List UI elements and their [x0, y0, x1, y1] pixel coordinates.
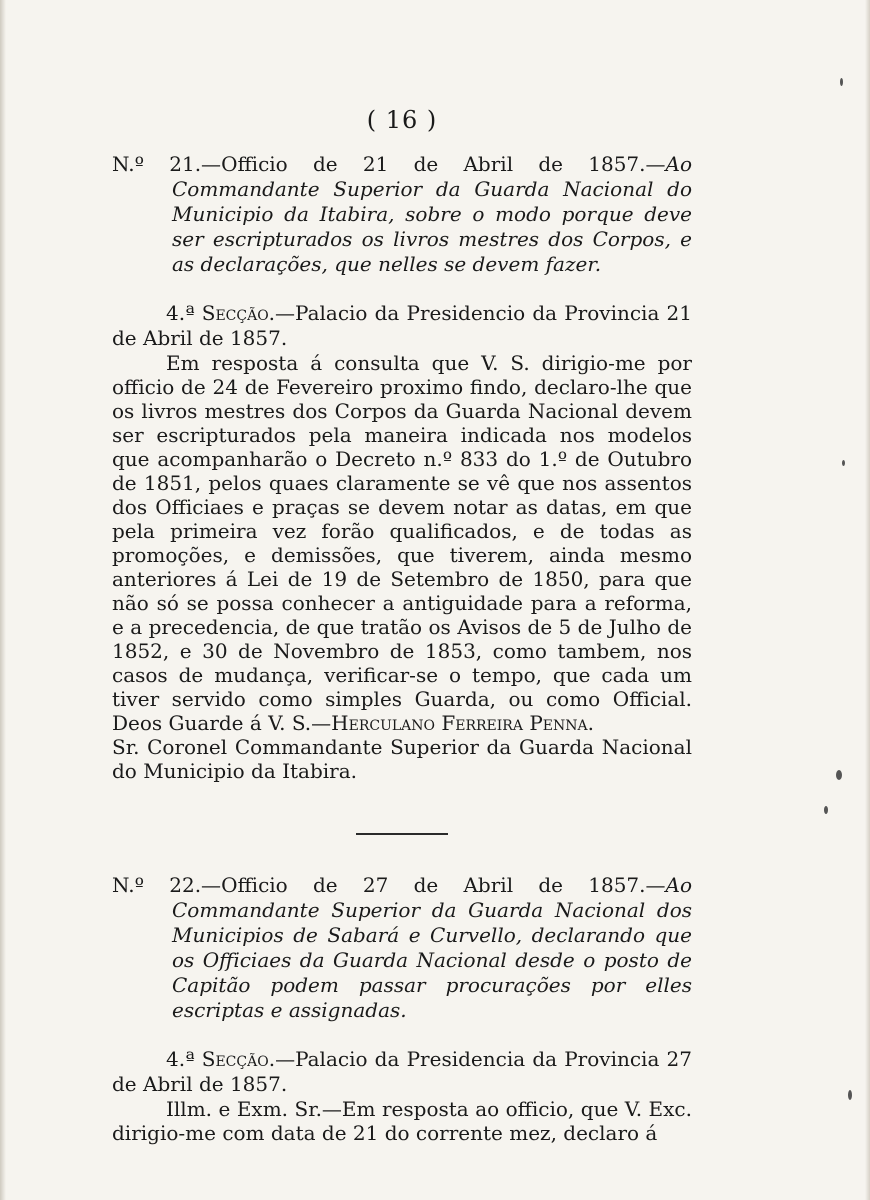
entry-21-addressee: Sr. Coronel Commandante Superior da Guarda Nacional do Municipio da Itabira. — [112, 735, 692, 783]
scan-speck — [824, 806, 828, 814]
scan-speck — [840, 78, 843, 86]
entry-22-section-text: —Palacio da Presidencia da Provincia 27 de Abril de 1857. — [112, 1047, 693, 1096]
entry-22-body-paragraph: Illm. e Exm. Sr.—Em resposta ao officio, que V. Exc. dirigio-me com data de 21 do corrente mez, declaro á — [112, 1097, 692, 1145]
entry-21-signature: Herculano Ferreira Penna. — [331, 711, 594, 735]
scan-speck — [836, 770, 842, 780]
entry-divider — [356, 833, 448, 835]
entry-21-section-label: 4.ª Secção. — [166, 301, 276, 325]
entry-21-section-text: —Palacio da Presidencio da Provincia 21 de Abril de 1857. — [112, 301, 692, 350]
entry-22-number: N.º 22.— — [112, 873, 222, 897]
entry-21-summary-plain: Officio de 21 de Abril de 1857.— — [221, 152, 666, 176]
page-left-edge — [0, 0, 6, 1200]
entry-21-summary-italic: Ao Commandante Superior da Guarda Nacional do Municipio da Itabira, sobre o modo porque deve ser escripturados os livros mestres dos Corpos, e as declarações, que nelles se devem fazer. — [172, 152, 692, 276]
scan-speck — [842, 460, 845, 466]
entry-22-summary-plain: Officio de 27 de Abril de 1857.— — [221, 873, 666, 897]
scan-speck — [848, 1090, 852, 1100]
entry-22-section-line — [112, 1047, 692, 1097]
entry-21-body-text: Em resposta á consulta que V. S. dirigio-me por officio de 24 de Fevereiro proximo findo, declaro-lhe que os livros mestres dos Corpos da Guarda Nacional devem ser escripturados pela maneira indicada nos modelos que acompanharão o Decreto n.º 833 do 1.º de Outubro de 1851, pelos quaes claramente se vê que nos assentos dos Officiaes e praças se devem notar as datas, em que pela primeira vez forão qualificados, e de todas as promoções, e demissões, que tiverem, ainda mesmo anteriores á Lei de 19 de Setembro de 1850, para que não só se possa conhecer a antiguidade para a reforma, e a precedencia, de que tratão os Avisos de 5 de Julho de 1852, e 30 de Novembro de 1853, como tambem, nos casos de mudança, verificar-se o tempo, que cada um tiver servido como simples Guarda, ou como Official. Deos Guarde á V. S.— — [112, 351, 692, 735]
entry-22-section-label: 4.ª Secção. — [166, 1047, 276, 1071]
entry-21-heading — [112, 152, 692, 277]
entry-21-number: N.º 21.— — [112, 152, 222, 176]
page-number: ( 16 ) — [366, 106, 438, 134]
entry-22-summary-italic: Ao Commandante Superior da Guarda Nacional dos Municipios de Sabará e Curvello, declarando que os Officiaes da Guarda Nacional desde o posto de Capitão podem passar procurações por elles escriptas e assignadas. — [172, 873, 692, 1022]
entry-21-section-line — [112, 301, 692, 351]
entry-21-body-paragraph — [112, 351, 692, 735]
page-content — [112, 106, 692, 1145]
page-right-edge — [865, 0, 870, 1200]
entry-22-heading — [112, 873, 692, 1023]
